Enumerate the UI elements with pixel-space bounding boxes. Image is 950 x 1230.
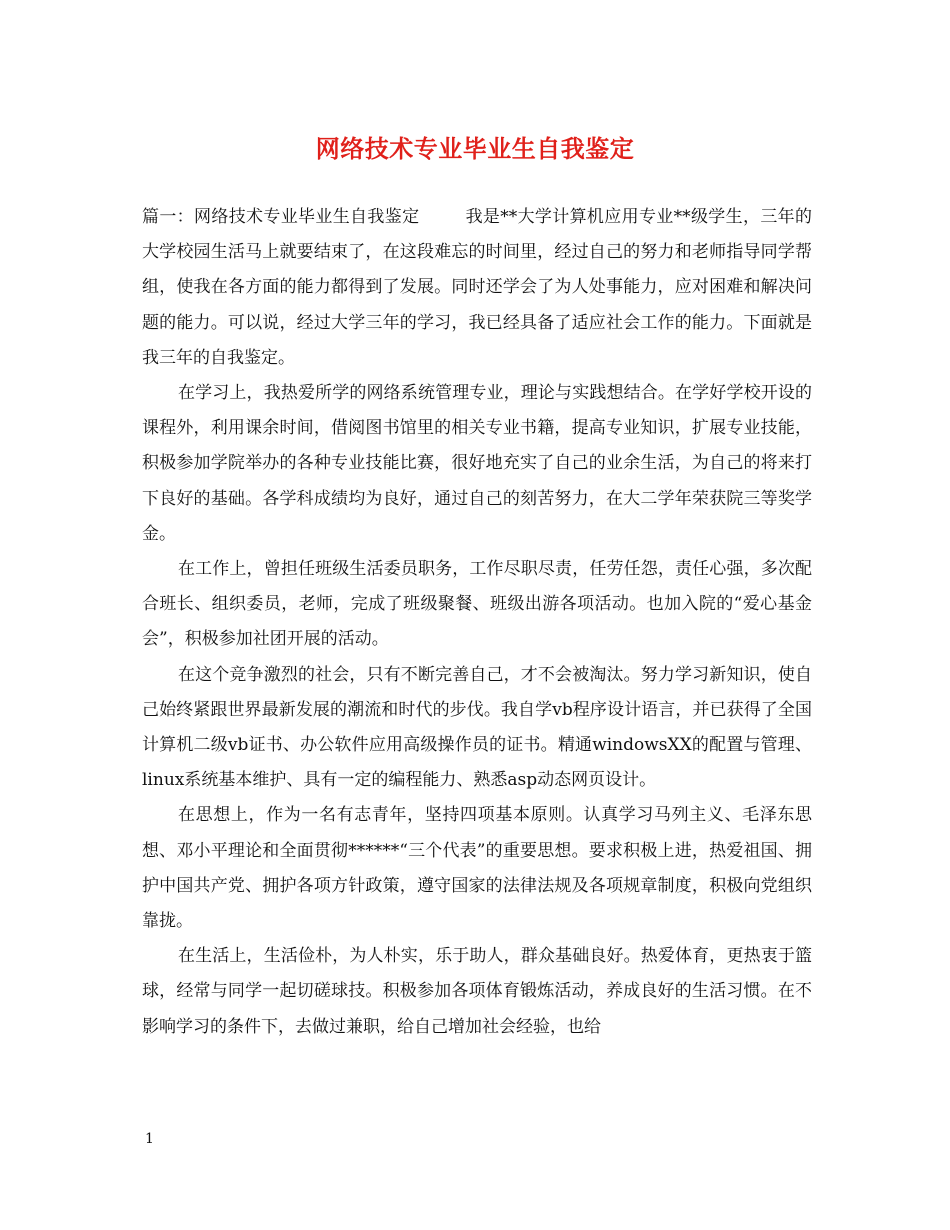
paragraph-work: 在工作上，曾担任班级生活委员职务，工作尽职尽责，任劳任怨，责任心强，多次配合班长、组织委员，老师，完成了班级聚餐、班级出游各项活动。也加入院的“爱心基金会”，积极参加社团开展的活动。 bbox=[142, 559, 812, 650]
page-number: 1 bbox=[145, 1131, 154, 1147]
paragraph-study: 在学习上，我热爱所学的网络系统管理专业，理论与实践想结合。在学好学校开设的课程外，利用课余时间，借阅图书馆里的相关专业书籍，提高专业知识，扩展专业技能，积极参加学院举办的各种专业技能比赛，很好地充实了自己的业余生活，为自己的将来打下良好的基础。各学科成绩均为良好，通过自己的刻苦努力，在大二学年荣获院三等奖学金。 bbox=[142, 383, 812, 544]
paragraph-skills: 在这个竞争激烈的社会，只有不断完善自己，才不会被淘汰。努力学习新知识，使自己始终紧跟世界最新发展的潮流和时代的步伐。我自学vb程序设计语言，并已获得了全国计算机二级vb证书、办公软件应用高级操作员的证书。精通windowsXX的配置与管理、linux系统基本维护、具有一定的编程能力、熟悉asp动态网页设计。 bbox=[142, 664, 812, 791]
document-body bbox=[142, 200, 812, 1045]
document-title: 网络技术专业毕业生自我鉴定 bbox=[315, 134, 635, 163]
paragraph-thought: 在思想上，作为一名有志青年，坚持四项基本原则。认真学习马列主义、毛泽东思想、邓小平理论和全面贯彻******“三个代表”的重要思想。要求积极上进，热爱祖国、拥护中国共产党、拥护各项方针政策，遵守国家的法律法规及各项规章制度，积极向党组织靠拢。 bbox=[142, 805, 812, 932]
paragraph-life: 在生活上，生活俭朴，为人朴实，乐于助人，群众基础良好。热爱体育，更热衷于篮球，经常与同学一起切磋球技。积极参加各项体育锻炼活动，养成良好的生活习惯。在不影响学习的条件下，去做过兼职，给自己增加社会经验，也给 bbox=[142, 946, 812, 1037]
paragraph-intro: 篇一：网络技术专业毕业生自我鉴定 我是**大学计算机应用专业**级学生，三年的大学校园生活马上就要结束了，在这段难忘的时间里，经过自己的努力和老师指导同学帮组，使我在各方面的能力都得到了发展。同时还学会了为人处事能力，应对困难和解决问题的能力。可以说，经过大学三年的学习，我已经具备了适应社会工作的能力。下面就是我三年的自我鉴定。 bbox=[142, 207, 812, 368]
